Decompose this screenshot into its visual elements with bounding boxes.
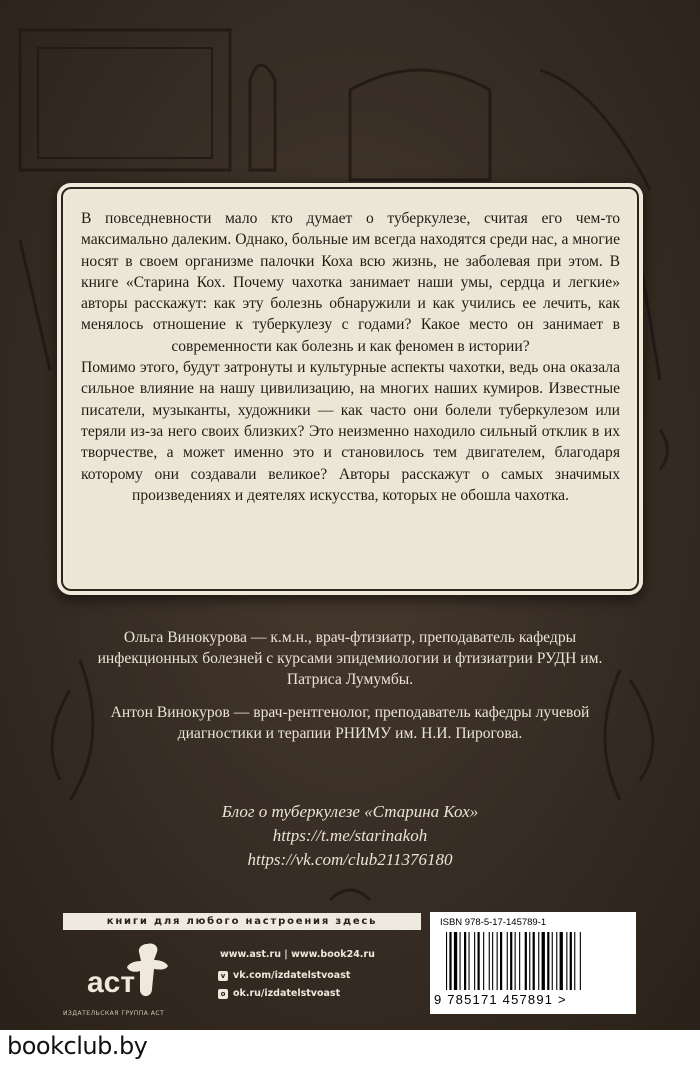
barcode-bar — [460, 932, 461, 990]
barcode-bar — [533, 932, 535, 990]
vk-social-link[interactable]: vk.com/izdatelstvoast — [233, 970, 351, 981]
barcode-bar — [570, 932, 572, 990]
barcode-bar — [497, 932, 498, 990]
barcode-bar — [507, 932, 508, 990]
blog-links — [150, 800, 550, 872]
barcode-bar — [515, 932, 516, 990]
barcode-bar — [449, 932, 451, 990]
barcode-bar — [538, 932, 539, 990]
barcode-bar — [525, 932, 527, 990]
barcode-bar — [580, 932, 581, 990]
barcode-bar — [489, 932, 490, 990]
ok-social-row[interactable] — [218, 988, 340, 999]
barcode-bar — [552, 932, 553, 990]
author-anton: Антон Винокуров — врач-рентгенолог, преподаватель кафедры лучевой диагностики и терапии РНИМУ им. Н.И. Пирогова. — [110, 704, 590, 742]
description-text — [81, 208, 620, 506]
watermark-bar — [0, 1030, 700, 1067]
barcode-bar — [469, 932, 470, 990]
author-olga: Ольга Винокурова — к.м.н., врач-фтизиатр, преподаватель кафедры инфекционных болезней с курсами эпидемиологии и фтизиатрии РУДН им. Патриса Лумумбы. — [97, 629, 603, 688]
ok-social-link[interactable]: ok.ru/izdatelstvoast — [233, 988, 341, 999]
barcode-bar — [542, 932, 545, 990]
barcode-number: 9 785171 457891 > — [434, 992, 567, 1007]
description-paragraph-2: Помимо этого, будут затронуты и культурные аспекты чахотки, ведь она оказала сильное влияние на нашу цивилизацию, на многих наших кумиров. Известные писатели, музыканты, художники — как часто они болели туберкулезом или теряли из-за него своих близких? Это неизменно находило сильный отклик в их творчестве, а может именно это и становилось тем двигателем, благодаря которому они создавали великое? Авторы расскажут о самых значимых произведениях и деятелях искусства, которых не обошла чахотка. — [81, 359, 620, 504]
authors-block — [72, 627, 628, 756]
barcode-bar — [454, 932, 457, 990]
tagline-banner: книги для любого настроения здесь — [63, 913, 421, 930]
barcode-box — [430, 912, 636, 1014]
description-panel — [57, 183, 643, 595]
barcode-bar — [500, 932, 502, 990]
barcode — [444, 932, 622, 990]
barcode-bar — [446, 932, 447, 990]
barcode-bar — [478, 932, 480, 990]
publisher-name: ИЗДАТЕЛЬСКАЯ ГРУППА АСТ — [63, 1010, 165, 1017]
isbn: ISBN 978-5-17-145789-1 — [440, 917, 547, 928]
barcode-bar — [483, 932, 484, 990]
ast-logo — [85, 942, 177, 1002]
barcode-bar — [492, 932, 493, 990]
barcode-bar — [529, 932, 530, 990]
barcode-bar — [547, 932, 549, 990]
barcode-bar — [560, 932, 563, 990]
barcode-bar — [566, 932, 567, 990]
barcode-bar — [464, 932, 466, 990]
websites[interactable]: www.ast.ru | www.book24.ru — [220, 949, 375, 960]
barcode-bar — [474, 932, 475, 990]
vk-icon: v — [218, 971, 228, 981]
barcode-bar — [556, 932, 557, 990]
watermark-text: bookclub.by — [7, 1032, 148, 1060]
blog-title: Блог о туберкулезе «Старина Кох» — [221, 802, 479, 821]
barcode-bar — [574, 932, 575, 990]
vk-link[interactable]: https://vk.com/club211376180 — [247, 850, 453, 869]
barcode-bar — [510, 932, 512, 990]
telegram-link[interactable]: https://t.me/starinakoh — [272, 826, 428, 845]
description-paragraph-1: В повседневности мало кто думает о туберкулезе, считая его чем-то максимально далеким. Однако, больные им всегда находятся среди нас, а многие носят в своем организме палочки Коха всю жизнь, не заболевая при этом. В книге «Старина Кох. Почему чахотка занимает наши умы, сердца и легкие» авторы расскажут: как эту болезнь обнаружили и как учились ее лечить, как менялось отношение к туберкулезу с годами? Какое место он занимает в современности как болезнь и как феномен в истории? — [81, 210, 620, 355]
ok-icon: o — [218, 989, 228, 999]
vk-social-row[interactable] — [218, 970, 350, 981]
barcode-bar — [519, 932, 520, 990]
svg-text:аст: аст — [87, 966, 136, 999]
